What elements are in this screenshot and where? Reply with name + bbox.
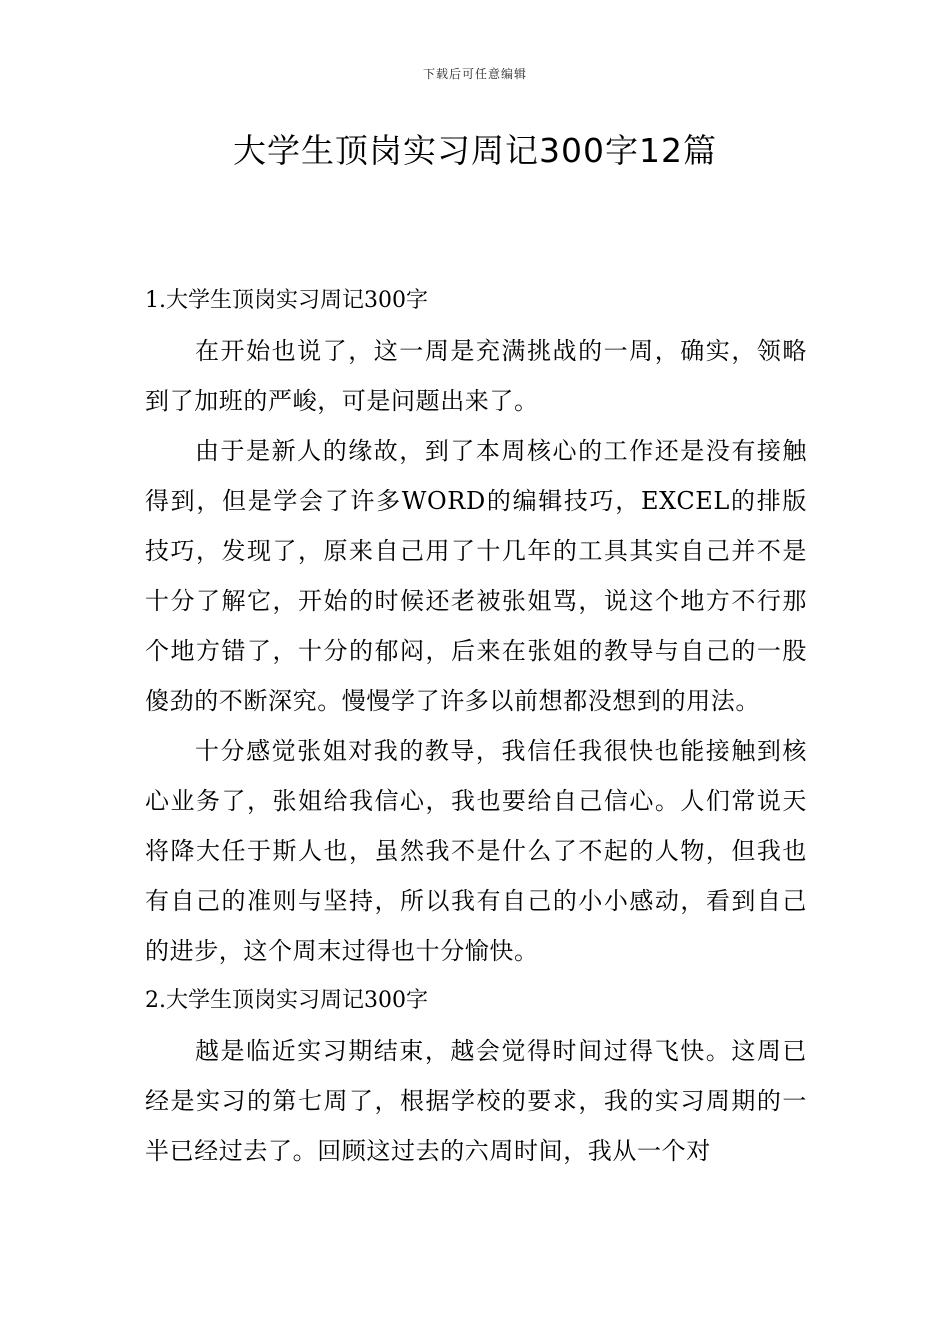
document-body xyxy=(145,276,807,1176)
paragraph: 由于是新人的缘故，到了本周核心的工作还是没有接触得到，但是学会了许多WORD的编辑技巧，EXCEL的排版技巧，发现了，原来自己用了十几年的工具其实自己并不是十分了解它，开始的时候还老被张姐骂，说这个地方不行那个地方错了，十分的郁闷，后来在张姐的教导与自己的一股傻劲的不断深究。慢慢学了许多以前想都没想到的用法。 xyxy=(145,437,807,715)
section-heading: 2.大学生顶岗实习周记300字 xyxy=(145,988,428,1013)
section-2 xyxy=(145,976,807,1176)
paragraph: 在开始也说了，这一周是充满挑战的一周，确实，领略到了加班的严峻，可是问题出来了。 xyxy=(145,337,807,415)
section-heading: 1.大学生顶岗实习周记300字 xyxy=(145,288,428,313)
section-1 xyxy=(145,276,807,976)
paragraph: 十分感觉张姐对我的教导，我信任我很快也能接触到核心业务了，张姐给我信心，我也要给自己信心。人们常说天将降大任于斯人也，虽然我不是什么了不起的人物，但我也有自己的准则与坚持，所以我有自己的小小感动，看到自己的进步，这个周末过得也十分愉快。 xyxy=(145,737,807,965)
document-title: 大学生顶岗实习周记300字12篇 xyxy=(233,131,717,170)
paragraph: 越是临近实习期结束，越会觉得时间过得飞快。这周已经是实习的第七周了，根据学校的要求，我的实习周期的一半已经过去了。回顾这过去的六周时间，我从一个对 xyxy=(145,1037,807,1165)
header-note: 下载后可任意编辑 xyxy=(422,67,527,81)
